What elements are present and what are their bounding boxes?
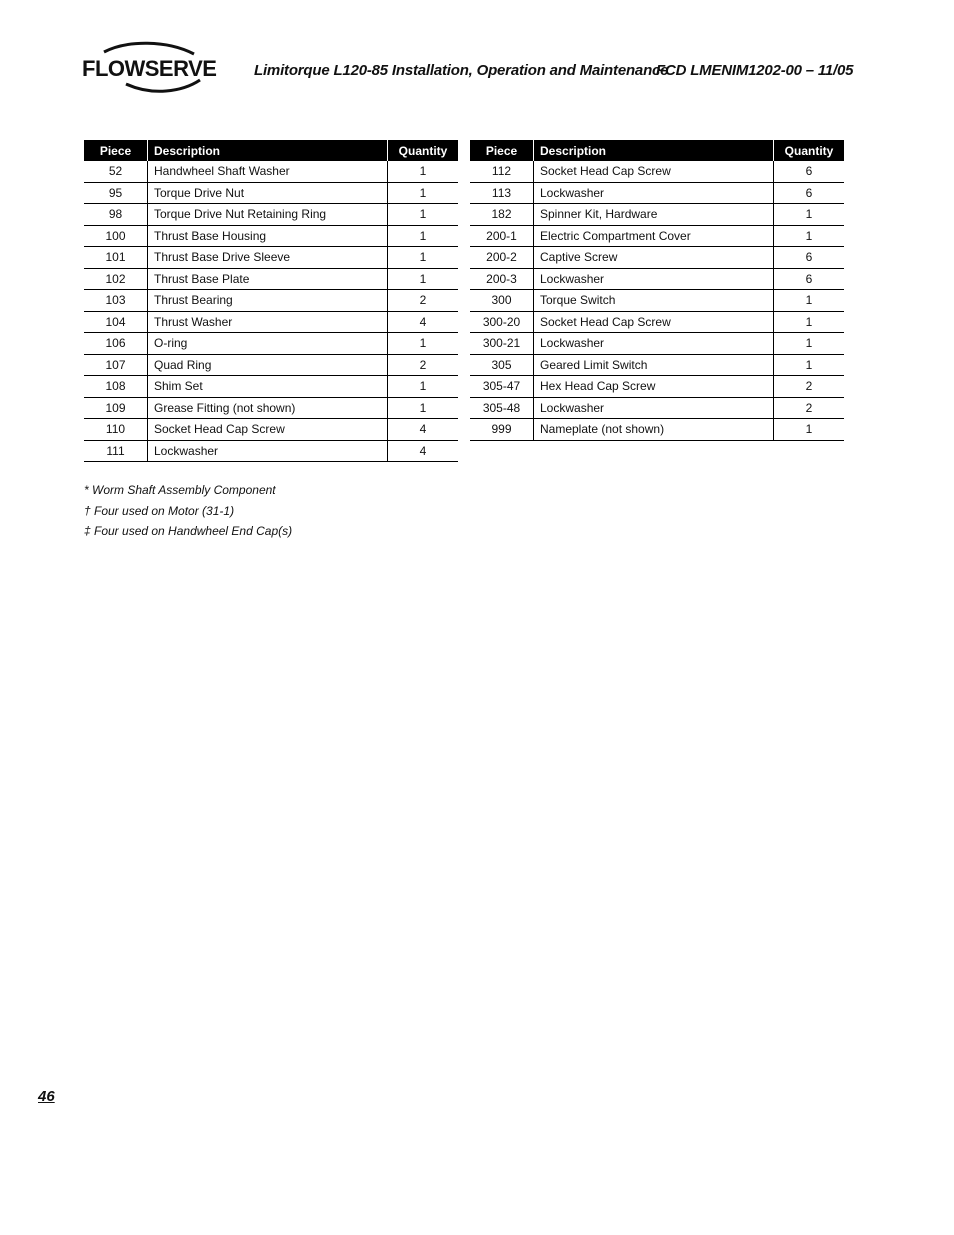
table-row [84, 247, 458, 269]
description-cell: Hex Head Cap Screw [534, 376, 774, 398]
footnote: † Four used on Motor (31-1) [84, 503, 235, 518]
description-cell: O-ring [148, 333, 388, 355]
description-cell: Torque Drive Nut Retaining Ring [148, 204, 388, 226]
quantity-cell: 1 [774, 354, 845, 376]
footnotes [84, 482, 292, 544]
footnote: * Worm Shaft Assembly Component [84, 483, 276, 497]
description-cell: Lockwasher [148, 440, 388, 462]
description-cell: Thrust Base Plate [148, 268, 388, 290]
table-row [84, 225, 458, 247]
description-cell: Grease Fitting (not shown) [148, 397, 388, 419]
quantity-cell: 6 [774, 268, 845, 290]
table-row [84, 182, 458, 204]
piece-cell: 109 [84, 397, 148, 419]
table-row [470, 182, 844, 204]
piece-cell: 113 [470, 182, 534, 204]
piece-cell: 111 [84, 440, 148, 462]
document-code: FCD LMENIM1202-00 – 11/05 [656, 62, 854, 79]
piece-cell: 999 [470, 419, 534, 441]
piece-cell: 110 [84, 419, 148, 441]
column-header-description: Description [534, 140, 774, 161]
piece-cell: 108 [84, 376, 148, 398]
quantity-cell: 1 [774, 333, 845, 355]
description-cell: Lockwasher [534, 333, 774, 355]
description-cell: Lockwasher [534, 268, 774, 290]
quantity-cell: 6 [774, 247, 845, 269]
table-row [470, 311, 844, 333]
table-row [84, 333, 458, 355]
description-cell: Spinner Kit, Hardware [534, 204, 774, 226]
table-row [84, 311, 458, 333]
table-row [84, 376, 458, 398]
description-cell: Torque Drive Nut [148, 182, 388, 204]
description-cell: Captive Screw [534, 247, 774, 269]
table-row [470, 397, 844, 419]
table-row [84, 290, 458, 312]
quantity-cell: 1 [388, 376, 459, 398]
document-title: Limitorque L120-85 Installation, Operation and Maintenance [254, 62, 669, 79]
quantity-cell: 6 [774, 182, 845, 204]
quantity-cell: 6 [774, 161, 845, 182]
piece-cell: 103 [84, 290, 148, 312]
description-cell: Socket Head Cap Screw [534, 311, 774, 333]
column-header-description: Description [148, 140, 388, 161]
description-cell: Torque Switch [534, 290, 774, 312]
quantity-cell: 1 [388, 333, 459, 355]
piece-cell: 104 [84, 311, 148, 333]
table-row [470, 268, 844, 290]
description-cell: Thrust Base Housing [148, 225, 388, 247]
column-header-quantity: Quantity [774, 140, 845, 161]
quantity-cell: 1 [388, 182, 459, 204]
description-cell: Geared Limit Switch [534, 354, 774, 376]
quantity-cell: 1 [774, 290, 845, 312]
piece-cell: 305 [470, 354, 534, 376]
flowserve-logo [82, 40, 222, 96]
piece-cell: 98 [84, 204, 148, 226]
piece-cell: 106 [84, 333, 148, 355]
piece-cell: 300 [470, 290, 534, 312]
description-cell: Socket Head Cap Screw [534, 161, 774, 182]
description-cell: Thrust Bearing [148, 290, 388, 312]
piece-cell: 200-3 [470, 268, 534, 290]
table-row [470, 419, 844, 441]
description-cell: Thrust Base Drive Sleeve [148, 247, 388, 269]
table-row [84, 419, 458, 441]
table-header-row [84, 140, 458, 161]
description-cell: Shim Set [148, 376, 388, 398]
parts-table-left [84, 140, 458, 462]
piece-cell: 52 [84, 161, 148, 182]
table-row [84, 397, 458, 419]
description-cell: Handwheel Shaft Washer [148, 161, 388, 182]
table-row [84, 440, 458, 462]
description-cell: Electric Compartment Cover [534, 225, 774, 247]
footnote: ‡ Four used on Handwheel End Cap(s) [84, 524, 293, 538]
piece-cell: 95 [84, 182, 148, 204]
quantity-cell: 1 [774, 419, 845, 441]
table-row [470, 247, 844, 269]
quantity-cell: 4 [388, 440, 459, 462]
quantity-cell: 1 [774, 311, 845, 333]
quantity-cell: 1 [388, 204, 459, 226]
quantity-cell: 1 [774, 225, 845, 247]
description-cell: Lockwasher [534, 397, 774, 419]
quantity-cell: 1 [388, 225, 459, 247]
column-header-quantity: Quantity [388, 140, 459, 161]
piece-cell: 305-47 [470, 376, 534, 398]
table-row [470, 376, 844, 398]
piece-cell: 112 [470, 161, 534, 182]
piece-cell: 102 [84, 268, 148, 290]
quantity-cell: 2 [774, 397, 845, 419]
column-header-piece: Piece [84, 140, 148, 161]
quantity-cell: 1 [388, 247, 459, 269]
table-row [84, 204, 458, 226]
description-cell: Socket Head Cap Screw [148, 419, 388, 441]
quantity-cell: 4 [388, 311, 459, 333]
piece-cell: 100 [84, 225, 148, 247]
table-row [470, 333, 844, 355]
table-row [470, 204, 844, 226]
quantity-cell: 1 [388, 161, 459, 182]
description-cell: Nameplate (not shown) [534, 419, 774, 441]
table-row [84, 161, 458, 182]
description-cell: Thrust Washer [148, 311, 388, 333]
piece-cell: 300-20 [470, 311, 534, 333]
piece-cell: 200-2 [470, 247, 534, 269]
description-cell: Quad Ring [148, 354, 388, 376]
piece-cell: 182 [470, 204, 534, 226]
piece-cell: 305-48 [470, 397, 534, 419]
piece-cell: 101 [84, 247, 148, 269]
table-row [84, 354, 458, 376]
quantity-cell: 2 [388, 290, 459, 312]
piece-cell: 200-1 [470, 225, 534, 247]
table-row [470, 225, 844, 247]
page-number: 46 [38, 1088, 55, 1105]
quantity-cell: 4 [388, 419, 459, 441]
quantity-cell: 1 [388, 268, 459, 290]
piece-cell: 107 [84, 354, 148, 376]
quantity-cell: 1 [388, 397, 459, 419]
quantity-cell: 1 [774, 204, 845, 226]
table-row [84, 268, 458, 290]
quantity-cell: 2 [388, 354, 459, 376]
quantity-cell: 2 [774, 376, 845, 398]
column-header-piece: Piece [470, 140, 534, 161]
table-header-row [470, 140, 844, 161]
logo-text: FLOWSERVE [82, 56, 217, 81]
piece-cell: 300-21 [470, 333, 534, 355]
table-row [470, 161, 844, 182]
parts-table-right [470, 140, 844, 441]
table-row [470, 290, 844, 312]
description-cell: Lockwasher [534, 182, 774, 204]
table-row [470, 354, 844, 376]
